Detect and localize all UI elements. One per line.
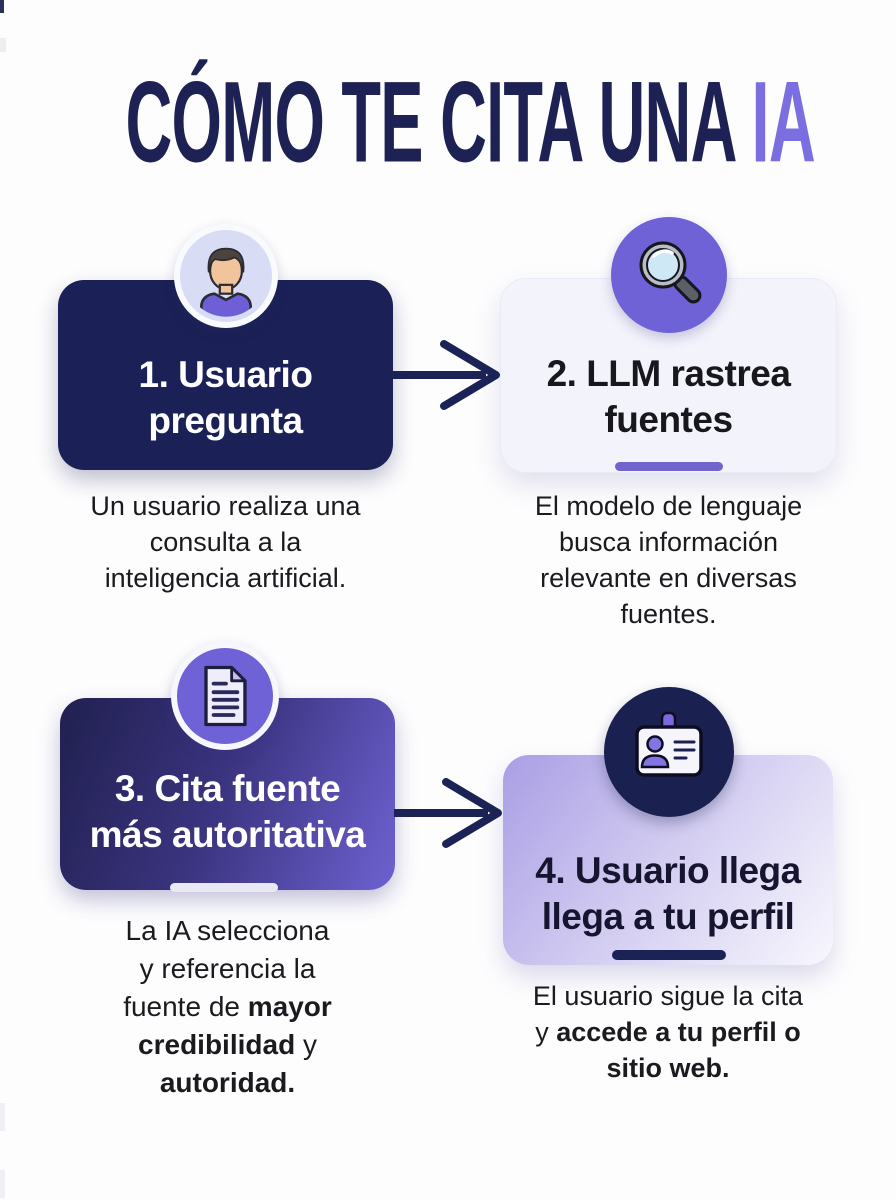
step2-desc-line4: fuentes.	[620, 599, 717, 629]
arrow-step1-to-step2	[392, 338, 504, 412]
page-title-highlight: IA	[751, 59, 815, 187]
user-avatar-icon	[174, 224, 278, 328]
step2-description	[490, 488, 847, 632]
step3-desc-line4-plain: y	[295, 1029, 317, 1060]
edge-artifact-lower	[0, 1103, 5, 1131]
step1-title	[58, 352, 393, 444]
step4-desc-line2-bold: accede a tu perfil o	[556, 1017, 801, 1047]
step2-desc-line1: El modelo de lenguaje	[534, 491, 803, 521]
step4-title-line1: 4. Usuario llega	[535, 850, 801, 891]
step4-description	[493, 978, 843, 1086]
step3-desc-line3-bold: mayor	[247, 991, 332, 1022]
step2-desc-line2: busca información	[558, 527, 779, 557]
step1-desc-line2: consulta a la	[149, 527, 302, 557]
step1-title-line2: pregunta	[148, 400, 303, 441]
document-graphic	[187, 658, 263, 734]
step1-description	[58, 488, 393, 596]
step3-desc-line5	[60, 1064, 395, 1102]
step4-desc-line3-bold: sitio web.	[606, 1053, 730, 1083]
step3-desc-line3	[60, 988, 395, 1026]
step3-desc-line4-bold: credibilidad	[138, 1029, 296, 1060]
page-title-main: CÓMO TE CITA UNA	[125, 59, 752, 187]
step2-title-line2: fuentes	[604, 399, 733, 440]
id-badge-icon	[604, 687, 734, 817]
step1-title-line1: 1. Usuario	[138, 354, 313, 395]
step2-title-line1: 2. LLM rastrea	[546, 353, 791, 394]
step3-desc-line2: y referencia la	[139, 953, 316, 984]
magnifier-icon	[611, 217, 727, 333]
step1-desc-line1: Un usuario realiza una	[90, 491, 361, 521]
step3-underline-bar	[170, 883, 278, 892]
step4-desc-line2	[493, 1014, 843, 1050]
step4-title	[503, 848, 833, 940]
step3-description	[60, 912, 395, 1102]
edge-artifact-upper	[0, 38, 6, 52]
document-icon	[171, 642, 279, 750]
step3-desc-line4	[60, 1026, 395, 1064]
step3-title	[60, 766, 395, 858]
step2-title	[501, 351, 836, 443]
edge-artifact-top	[0, 0, 4, 13]
step4-title-line2: llega a tu perfil	[541, 896, 795, 937]
magnifier-graphic	[629, 235, 709, 315]
arrow-step3-to-step4	[394, 776, 506, 850]
step3-desc-line5-bold: autoridad.	[159, 1067, 296, 1098]
step2-underline-bar	[615, 462, 723, 471]
step4-desc-line2-plain: y	[535, 1017, 557, 1047]
step3-desc-line3-plain: fuente de	[123, 991, 248, 1022]
page-title	[125, 59, 815, 187]
step4-desc-line3	[493, 1050, 843, 1086]
step2-desc-line3: relevante en diversas	[540, 563, 797, 593]
step3-title-line1: 3. Cita fuente	[114, 768, 341, 809]
edge-artifact-bottom	[0, 1170, 5, 1198]
step3-desc-line1: La IA selecciona	[125, 915, 330, 946]
user-avatar-graphic	[180, 230, 272, 322]
step4-desc-line1: El usuario sigue la cita	[532, 981, 804, 1011]
id-badge-graphic	[624, 707, 714, 797]
step4-underline-bar	[612, 950, 726, 960]
step3-title-line2: más autoritativa	[89, 814, 366, 855]
step1-desc-line3: inteligencia artificial.	[104, 563, 347, 593]
